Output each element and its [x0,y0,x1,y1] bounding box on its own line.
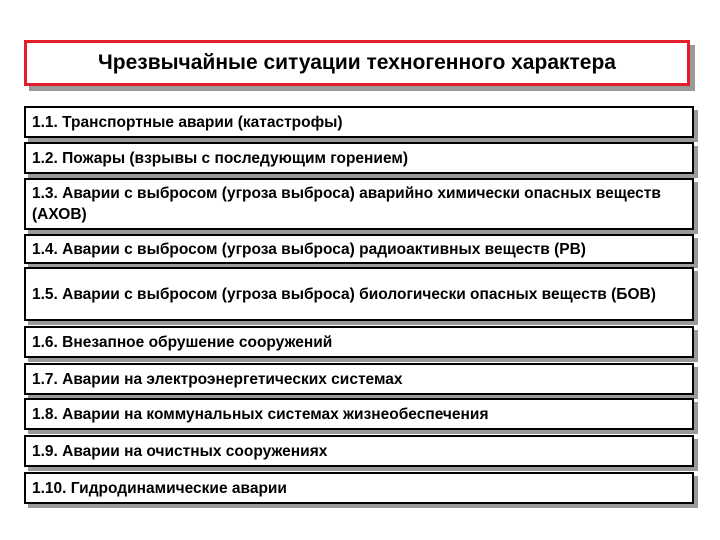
item-label: 1.10. Гидродинамические аварии [32,479,287,497]
item-label: 1.3. Аварии с выбросом (угроза выброса) аварийно химически опасных веществ (АХОВ) [32,185,661,223]
item-label: 1.4. Аварии с выбросом (угроза выброса) радиоактивных веществ (РВ) [32,240,586,258]
item-utility-systems [24,398,694,430]
item-label: 1.1. Транспортные аварии (катастрофы) [32,113,343,131]
item-chemical-release [24,178,694,230]
item-biological-release [24,267,694,321]
item-treatment-facilities [24,435,694,467]
title-box [24,40,690,86]
item-label: 1.5. Аварии с выбросом (угроза выброса) биологически опасных веществ (БОВ) [32,285,656,303]
item-radioactive-release [24,234,694,264]
item-structure-collapse [24,326,694,358]
item-fires [24,142,694,174]
item-label: 1.9. Аварии на очистных сооружениях [32,442,328,460]
item-label: 1.7. Аварии на электроэнергетических системах [32,370,403,388]
item-label: 1.2. Пожары (взрывы с последующим горением) [32,149,408,167]
item-transport-accidents [24,106,694,138]
item-label: 1.8. Аварии на коммунальных системах жизнеобеспечения [32,405,489,423]
diagram-title: Чрезвычайные ситуации техногенного характера [98,51,616,74]
item-power-systems [24,363,694,395]
item-label: 1.6. Внезапное обрушение сооружений [32,333,333,351]
item-hydrodynamic-accidents [24,472,694,504]
